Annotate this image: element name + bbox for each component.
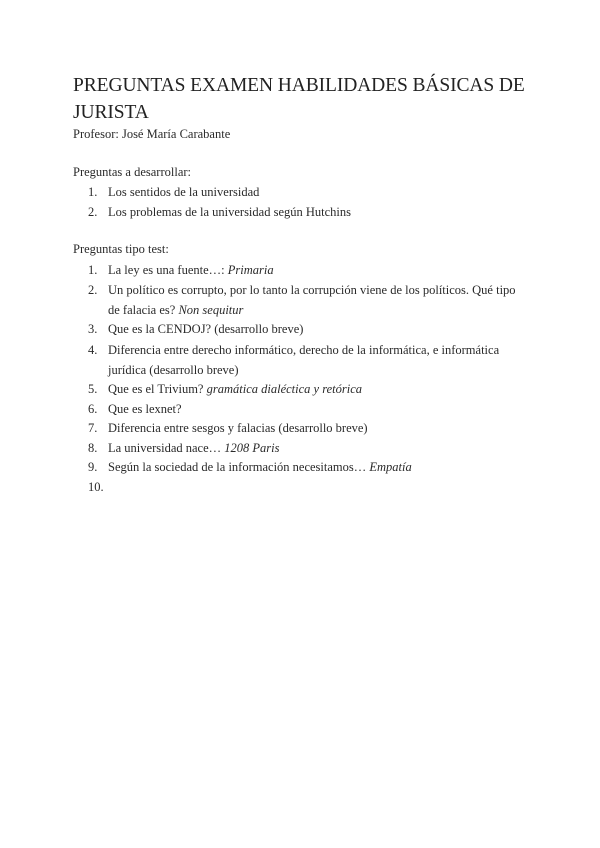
question-text: de falacia es?: [108, 303, 179, 317]
document-title: [73, 72, 525, 126]
answer-text: gramática dialéctica y retórica: [206, 382, 363, 396]
item-number: 9.: [88, 460, 98, 474]
development-section-label: Preguntas a desarrollar:: [73, 165, 192, 179]
question-text: La ley es una fuente…:: [108, 263, 228, 277]
item-number: 8.: [88, 441, 98, 455]
item-number: 5.: [88, 382, 98, 396]
item-text: [108, 260, 528, 280]
item-number: 6.: [88, 402, 98, 416]
test-section-label: Preguntas tipo test:: [73, 242, 169, 256]
item-text: [108, 457, 528, 477]
question-text: Que es el Trivium?: [108, 382, 207, 396]
answer-text: Non sequitur: [178, 303, 244, 317]
item-number: 1.: [88, 263, 98, 277]
answer-text: 1208 Paris: [224, 441, 280, 455]
item-number: 7.: [88, 421, 98, 435]
item-number: 3.: [88, 322, 98, 336]
question-text: La universidad nace…: [108, 441, 225, 455]
item-text: [108, 379, 528, 399]
question-text: jurídica (desarrollo breve): [108, 363, 239, 377]
item-text: [108, 438, 528, 458]
answer-text: Primaria: [227, 263, 274, 277]
question-text: Un político es corrupto, por lo tanto la corrupción viene de los políticos. Qué tipo: [108, 283, 516, 297]
item-number: 2.: [88, 283, 98, 297]
item-text: Los sentidos de la universidad: [108, 185, 260, 199]
question-text: Diferencia entre derecho informático, derecho de la informática, e informática: [108, 343, 500, 357]
professor-name: Profesor: José María Carabante: [73, 127, 231, 141]
question-text: Diferencia entre sesgos y falacias (desarrollo breve): [108, 421, 368, 435]
item-number: 2.: [88, 205, 98, 219]
question-text: Que es la CENDOJ? (desarrollo breve): [108, 322, 304, 336]
item-number: 10.: [88, 480, 104, 494]
answer-text: Empatía: [369, 460, 412, 474]
title-line-1: PREGUNTAS EXAMEN HABILIDADES BÁSICAS DE: [73, 75, 525, 96]
item-number: 4.: [88, 343, 98, 357]
item-text: Los problemas de la universidad según Hutchins: [108, 205, 352, 219]
item-text: [108, 280, 528, 320]
item-number: 1.: [88, 185, 98, 199]
question-text: Según la sociedad de la información necesitamos…: [108, 460, 370, 474]
question-text: Que es lexnet?: [108, 402, 182, 416]
item-text: [108, 340, 528, 380]
title-line-2: JURISTA: [73, 102, 149, 123]
